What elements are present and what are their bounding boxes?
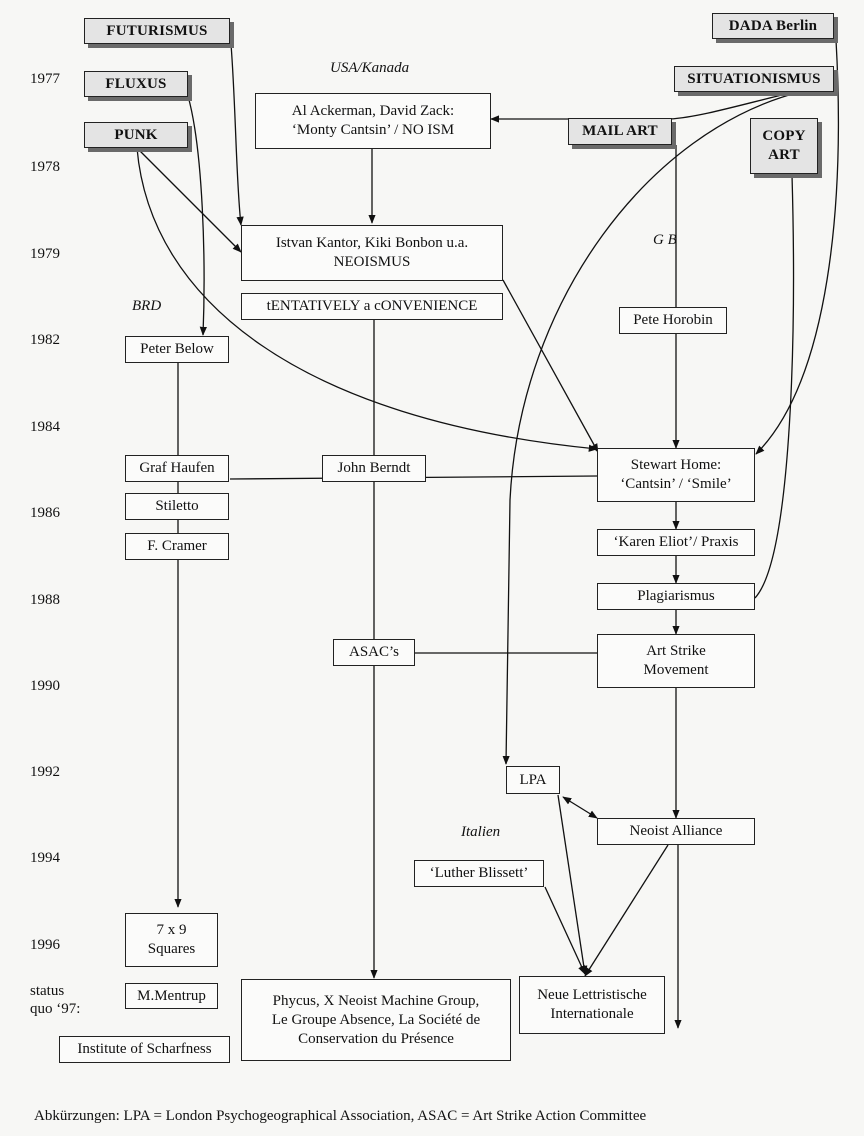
year-label: 1986 xyxy=(30,505,60,521)
node-futurismus: FUTURISMUS xyxy=(84,18,230,44)
year-label: 1994 xyxy=(30,850,60,866)
status-quo-label: status quo ‘97: xyxy=(30,983,81,1017)
edge-kantor-stewarthome xyxy=(503,280,598,452)
node-f-cramer: F. Cramer xyxy=(125,533,229,560)
year-label: 1977 xyxy=(30,71,60,87)
edge-copyart-plagiarismus xyxy=(755,175,793,598)
node-neue-lettristische: Neue Lettristische Internationale xyxy=(519,976,665,1034)
node-mail-art: MAIL ART xyxy=(568,118,672,145)
year-label: 1978 xyxy=(30,159,60,175)
node-peter-below: Peter Below xyxy=(125,336,229,363)
node-graf-haufen: Graf Haufen xyxy=(125,455,229,482)
year-label: 1982 xyxy=(30,332,60,348)
year-label: 1992 xyxy=(30,764,60,780)
abbreviations-footer: Abkürzungen: LPA = London Psychogeographical Association, ASAC = Art Strike Action Committee xyxy=(34,1108,647,1124)
year-label: 1979 xyxy=(30,246,60,262)
node-stewart-home: Stewart Home: ‘Cantsin’ / ‘Smile’ xyxy=(597,448,755,502)
node-stiletto: Stiletto xyxy=(125,493,229,520)
node-tentatively: tENTATIVELY a cONVENIENCE xyxy=(241,293,503,320)
node-karen-eliot: ‘Karen Eliot’/ Praxis xyxy=(597,529,755,556)
node-dada-berlin: DADA Berlin xyxy=(712,13,834,39)
node-art-strike: Art Strike Movement xyxy=(597,634,755,688)
year-label: 1996 xyxy=(30,937,60,953)
node-punk: PUNK xyxy=(84,122,188,148)
edge-lpa-neoistalliance xyxy=(563,797,597,818)
year-label: 1988 xyxy=(30,592,60,608)
node-kantor-neoismus: Istvan Kantor, Kiki Bonbon u.a. NEOISMUS xyxy=(241,225,503,281)
node-pete-horobin: Pete Horobin xyxy=(619,307,727,334)
edge-punk-kantor xyxy=(137,148,241,252)
node-luther-blissett: ‘Luther Blissett’ xyxy=(414,860,544,887)
node-ackerman-zack: Al Ackerman, David Zack: ‘Monty Cantsin’ / NO ISM xyxy=(255,93,491,149)
region-italien: Italien xyxy=(461,824,501,840)
edge-situationismus-ackerman xyxy=(491,93,790,119)
node-institute-scharfness: Institute of Scharfness xyxy=(59,1036,230,1063)
node-lpa: LPA xyxy=(506,766,560,794)
node-fluxus: FLUXUS xyxy=(84,71,188,97)
node-john-berndt: John Berndt xyxy=(322,455,426,482)
node-mentrup: M.Mentrup xyxy=(125,983,218,1009)
region-brd: BRD xyxy=(132,298,162,314)
year-label: 1990 xyxy=(30,678,60,694)
edge-neoistalliance-lettristische xyxy=(585,845,668,976)
node-7x9-squares: 7 x 9 Squares xyxy=(125,913,218,967)
year-label: 1984 xyxy=(30,419,60,435)
node-phycus-group: Phycus, X Neoist Machine Group, Le Groupe Absence, La Société de Conservation du Présence xyxy=(241,979,511,1061)
edge-lpa-lettristische xyxy=(558,795,585,974)
edge-futurismus-kantor xyxy=(231,44,241,225)
edge-fluxus-peterbelow xyxy=(188,96,204,335)
node-plagiarismus: Plagiarismus xyxy=(597,583,755,610)
node-asacs: ASAC’s xyxy=(333,639,415,666)
node-neoist-alliance: Neoist Alliance xyxy=(597,818,755,845)
node-copy-art: COPY ART xyxy=(750,118,818,174)
region-usa-kanada: USA/Kanada xyxy=(330,60,410,76)
node-situationismus: SITUATIONISMUS xyxy=(674,66,834,92)
region-gb: G B xyxy=(653,232,677,248)
